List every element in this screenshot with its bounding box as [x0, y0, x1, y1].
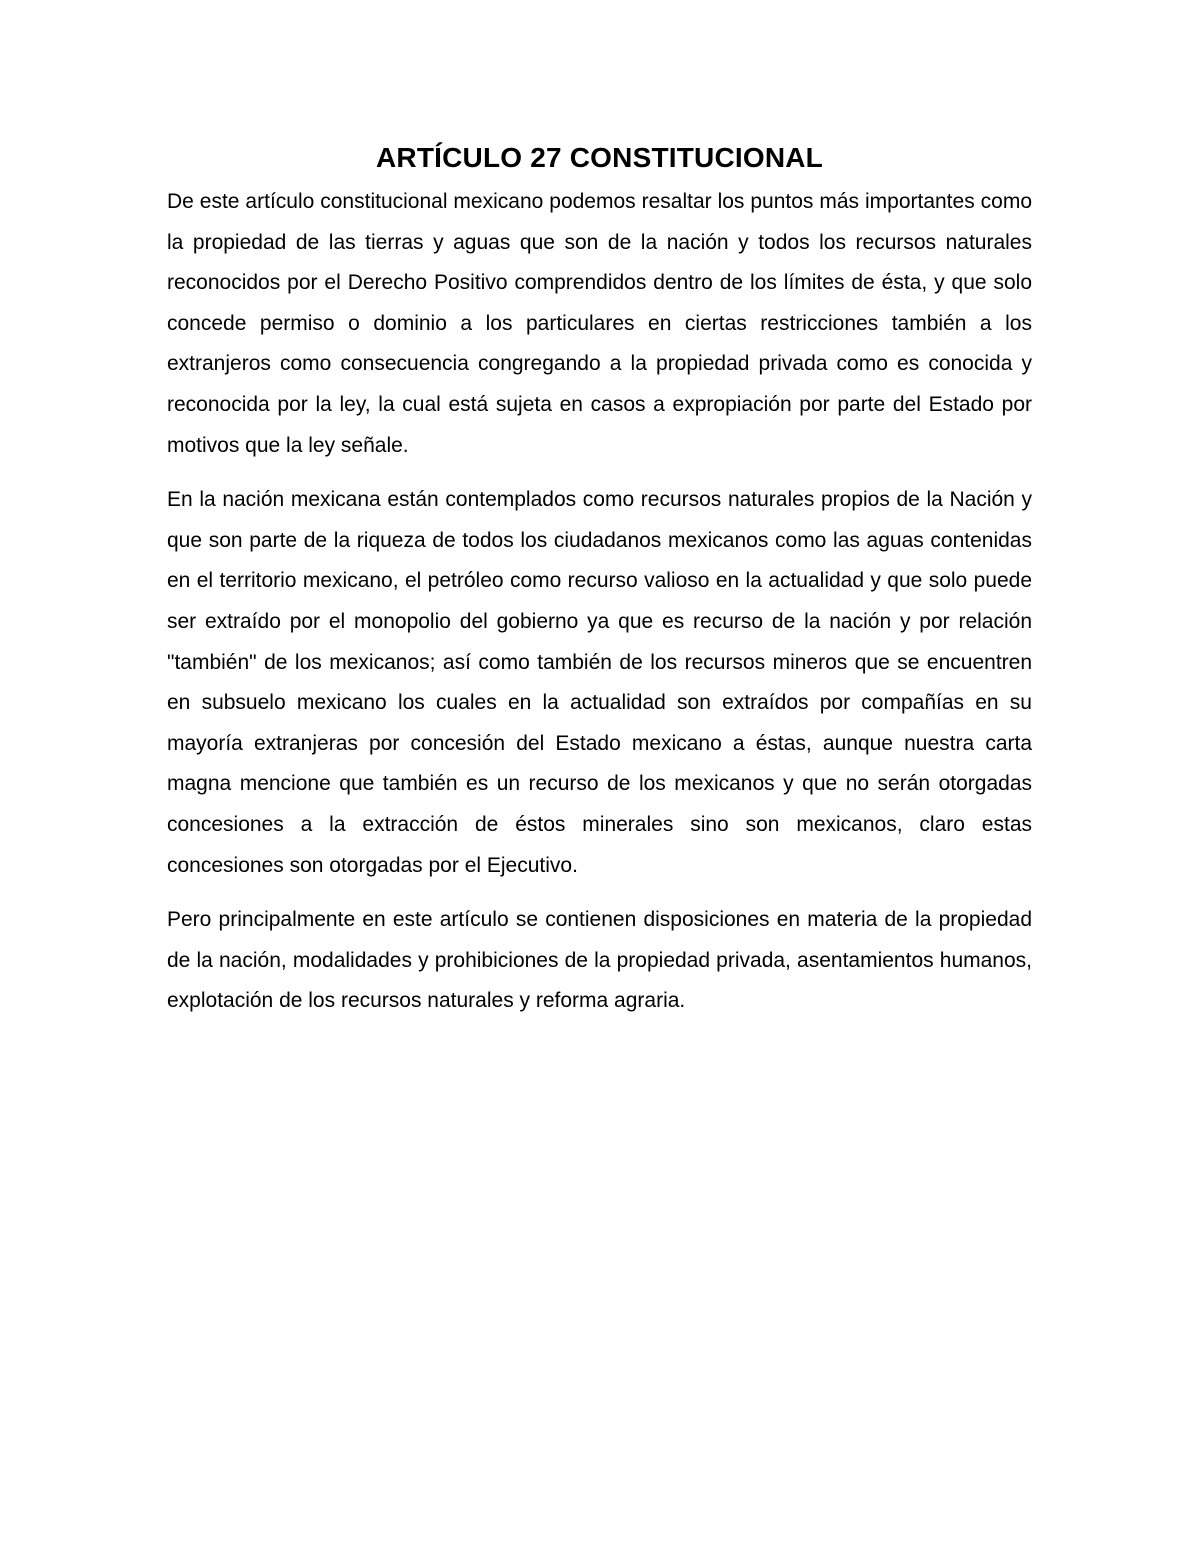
paragraph-1: De este artículo constitucional mexicano podemos resaltar los puntos más importantes como la propiedad de las tierras y aguas que son de la nación y todos los recursos naturales reconocidos por el Derecho Positivo comprendidos dentro de los límites de ésta, y que solo concede permiso o dominio a los particulares en ciertas restricciones también a los extranjeros como consecuencia congregando a la propiedad privada como es conocida y reconocida por la ley, la cual está sujeta en casos a expropiación por parte del Estado por motivos que la ley señale. [167, 190, 1032, 457]
document-content [167, 134, 1032, 1036]
document-title: ARTÍCULO 27 CONSTITUCIONAL [376, 142, 823, 173]
paragraph-3: Pero principalmente en este artículo se contienen disposiciones en materia de la propiedad de la nación, modalidades y prohibiciones de la propiedad privada, asentamientos humanos, explotación de los recursos naturales y reforma agraria. [167, 908, 1032, 1013]
paragraph-2: En la nación mexicana están contemplados como recursos naturales propios de la Nación y que son parte de la riqueza de todos los ciudadanos mexicanos como las aguas contenidas en el territorio mexicano, el petróleo como recurso valioso en la actualidad y que solo puede ser extraído por el monopolio del gobierno ya que es recurso de la nación y por relación "también" de los mexicanos; así como también de los recursos mineros que se encuentren en subsuelo mexicano los cuales en la actualidad son extraídos por compañías en su mayoría extranjeras por concesión del Estado mexicano a éstas, aunque nuestra carta magna mencione que también es un recurso de los mexicanos y que no serán otorgadas concesiones a la extracción de éstos minerales sino son mexicanos, claro estas concesiones son otorgadas por el Ejecutivo. [167, 488, 1032, 877]
